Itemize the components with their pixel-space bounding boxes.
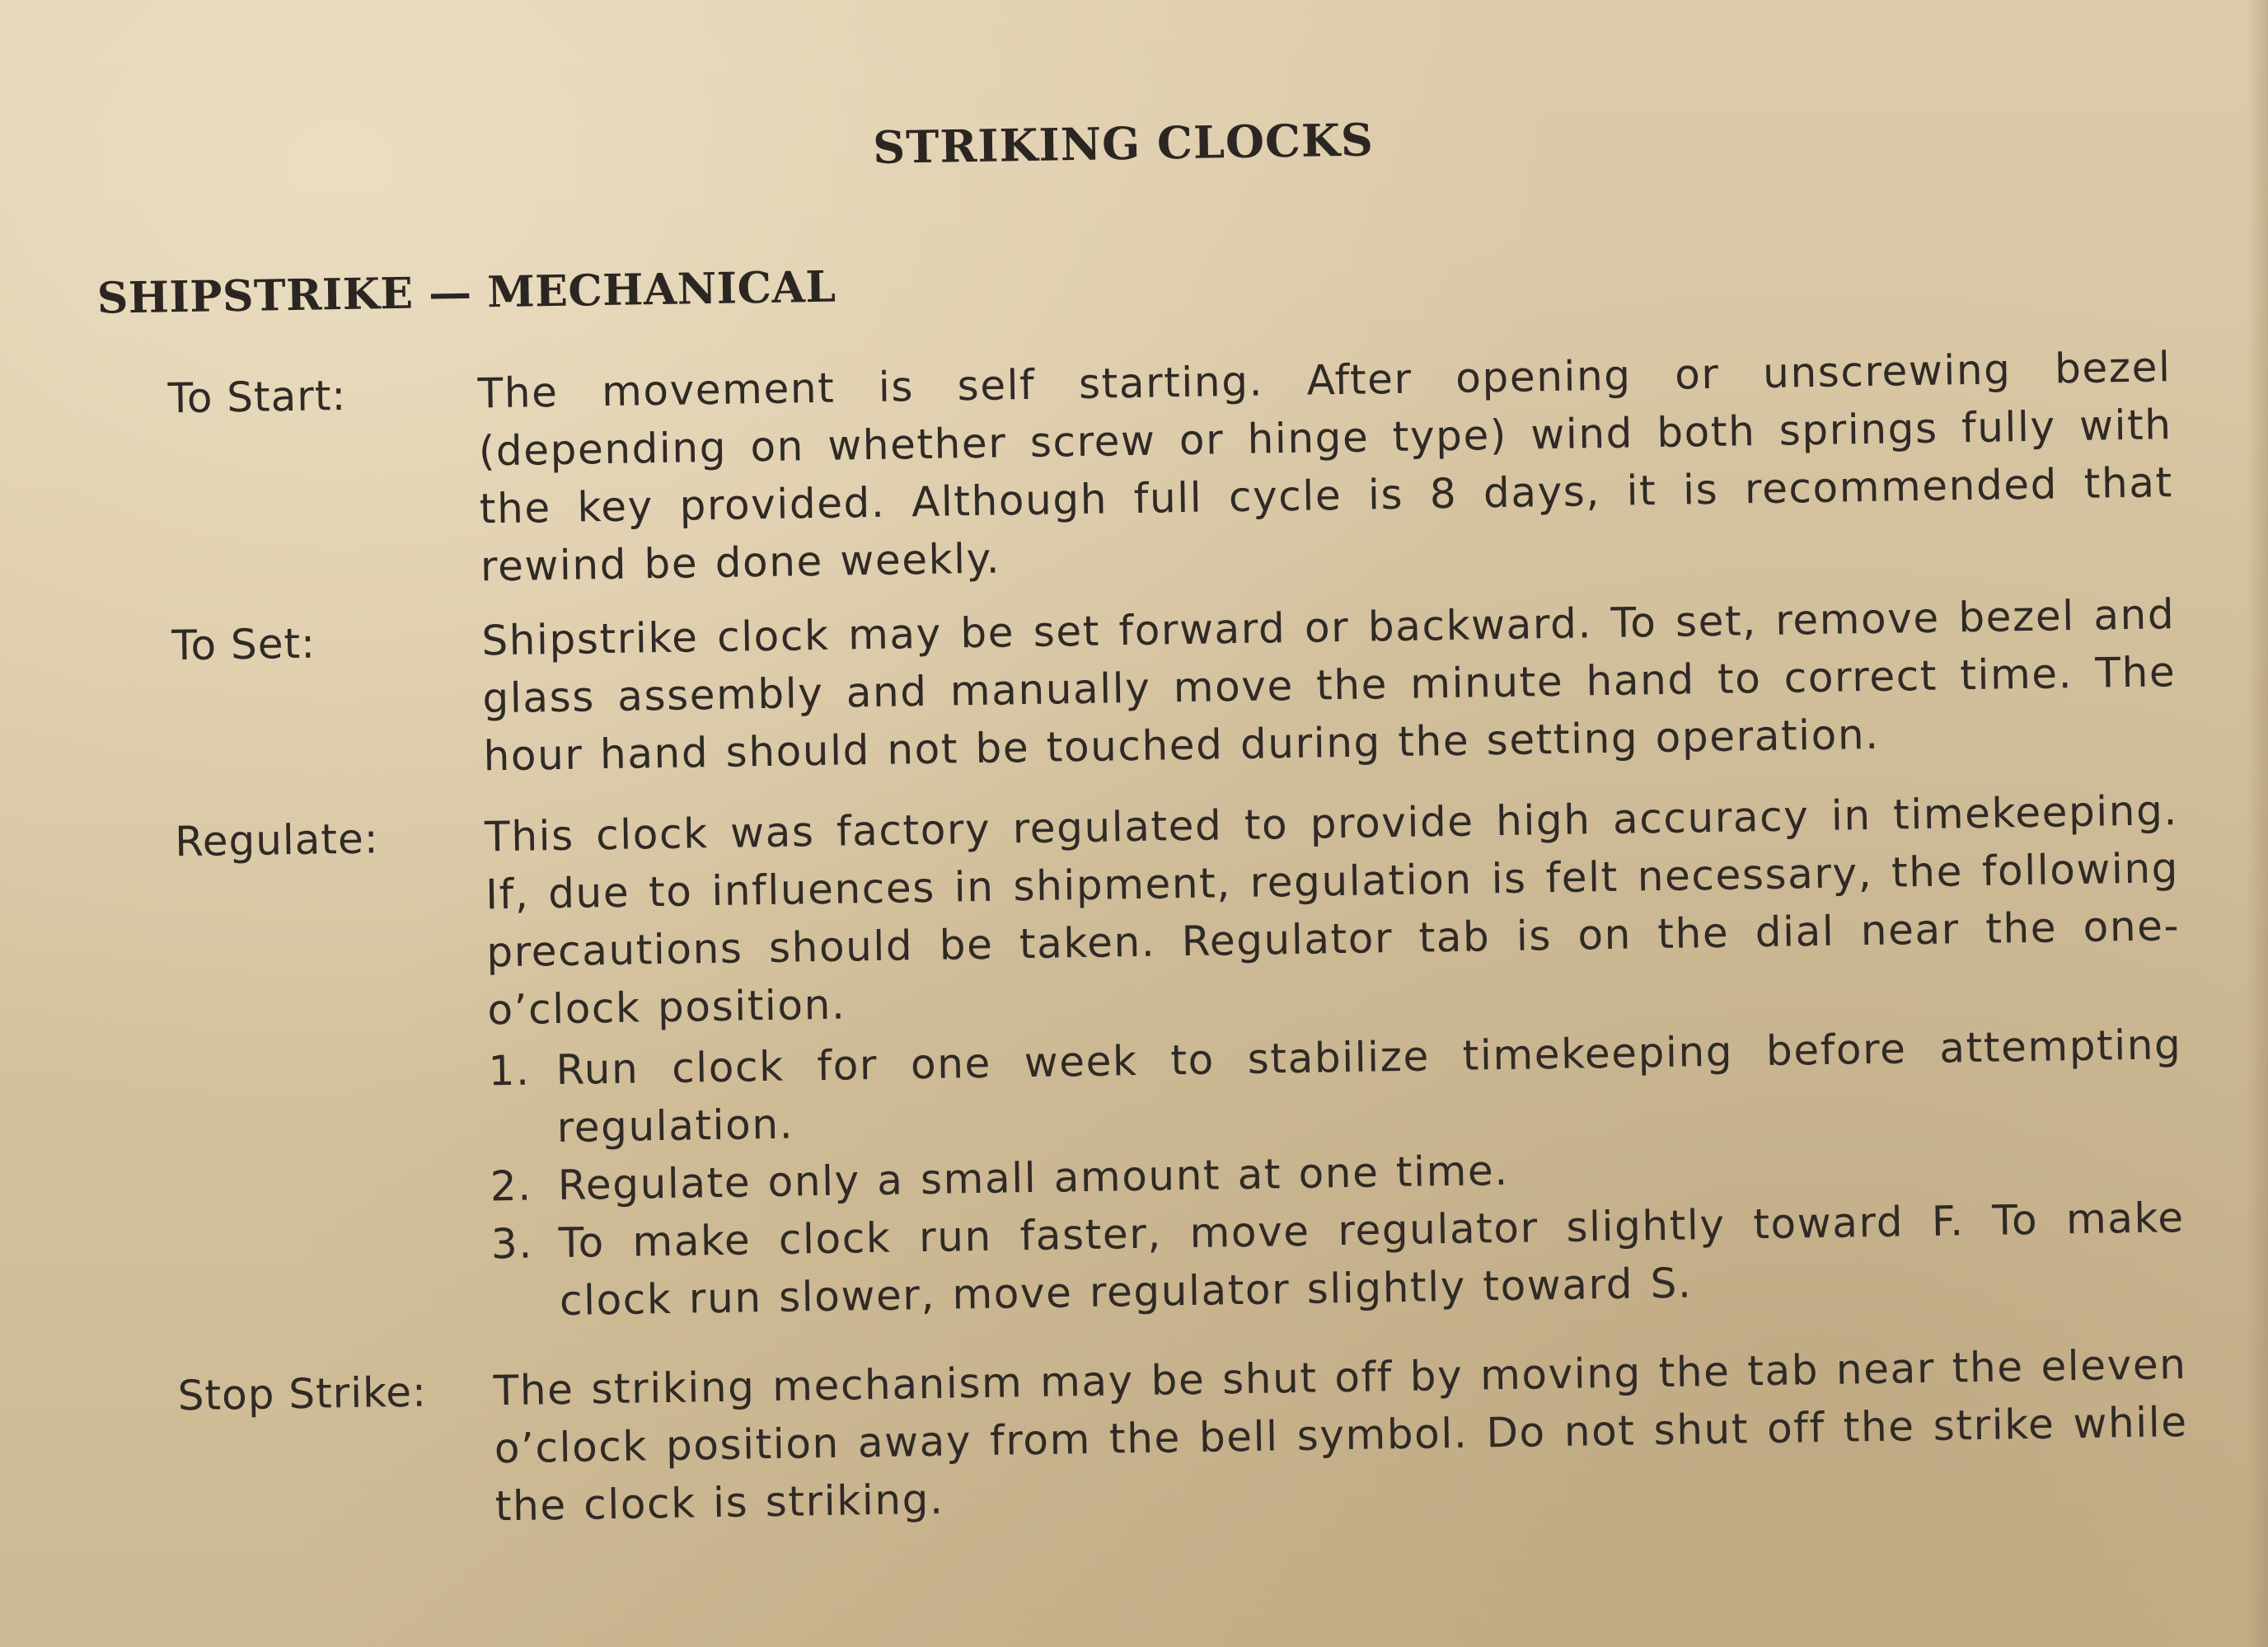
entry-label: Regulate:	[174, 814, 380, 866]
entry-text: The movement is self starting. After opening or unscrewing bezel (depending on whether screw or hinge type) wind both springs fully with the key provided. Although full cycle is 8 days, it is recommended that rewind be done weekly.	[477, 343, 2174, 591]
step-number: 1.	[488, 1046, 531, 1096]
step-text: Regulate only a small amount at one time.	[557, 1146, 1510, 1210]
entry-to-set	[0, 584, 2265, 781]
entry-label: To Set:	[171, 619, 316, 670]
entry-to-start	[0, 336, 2261, 591]
step-number: 2.	[490, 1161, 533, 1211]
entry-text: This clock was factory regulated to provide high accuracy in timekeeping. If, due to influences in shipment, regulation is felt necessary, the following precautions should be taken. Regulator tab is on the dial near the one-o’clock position.	[484, 786, 2181, 1035]
entry-label: To Start:	[167, 371, 347, 423]
step-text: Run clock for one week to stabilize timekeeping before attempting regulation.	[555, 1021, 2182, 1152]
entry-stop-strike	[8, 1334, 2268, 1531]
step-text: To make clock run faster, move regulator slightly toward F. To make clock run slower, move regulator slightly toward S.	[558, 1194, 2186, 1326]
page-title: STRIKING CLOCKS	[872, 113, 1375, 174]
section-heading: SHIPSTRIKE — MECHANICAL	[96, 261, 836, 324]
entry-text: The striking mechanism may be shut off by moving the tab near the eleven o’clock position away from the bell symbol. Do not shut off the strike while the clock is striking.	[493, 1340, 2189, 1531]
entry-label: Stop Strike:	[177, 1368, 428, 1420]
entry-text: Shipstrike clock may be set forward or backward. To set, remove bezel and glass assembly and manually move the minute hand to correct time. The hour hand should not be touched during the setting operation.	[480, 590, 2177, 781]
entry-regulate	[0, 780, 2267, 1035]
step-number: 3.	[490, 1219, 534, 1269]
regulate-steps-list	[488, 1016, 2186, 1330]
